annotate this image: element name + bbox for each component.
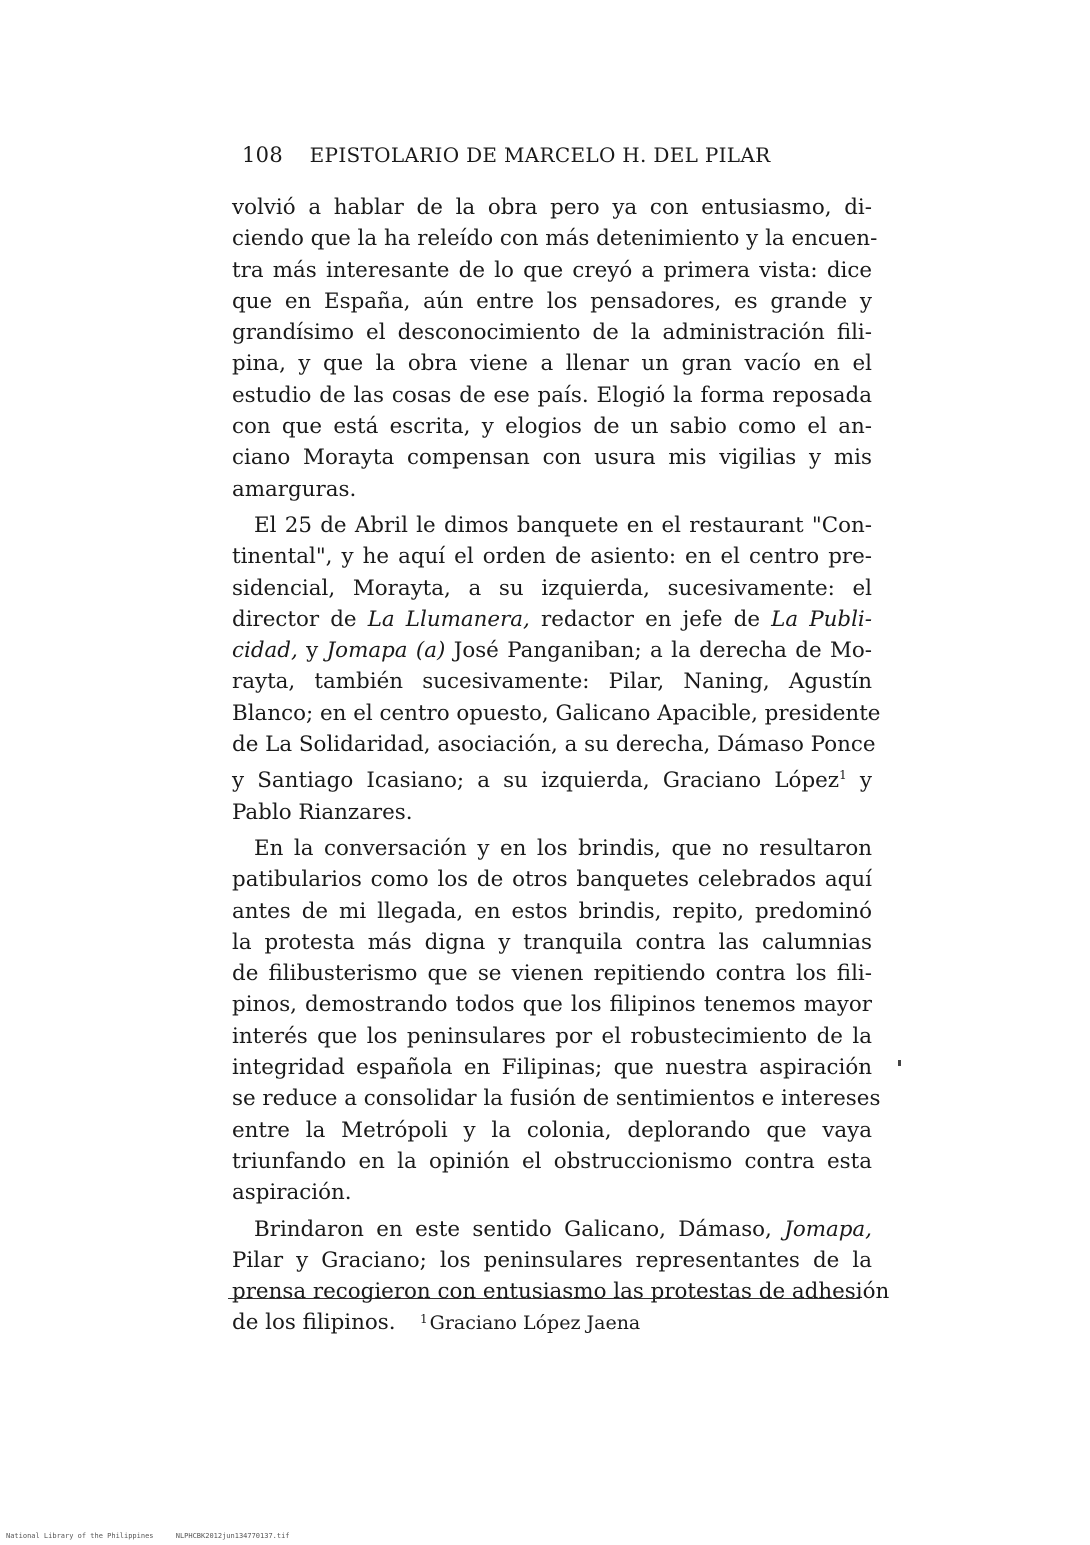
text-line: aspiración.	[232, 1180, 352, 1206]
footnote	[420, 1312, 640, 1334]
text-line: interés que los peninsulares por el robustecimiento de la	[232, 1023, 872, 1049]
footnote-reference: 1	[839, 768, 847, 783]
text-run: y	[846, 768, 872, 794]
text-line: volvió a hablar de la obra pero ya con entusiasmo, di-	[232, 195, 872, 220]
text-line: antes de mi llegada, en estos brindis, repito, predominó	[232, 898, 872, 924]
text-run: director de	[232, 606, 368, 632]
running-title: EPISTOLARIO DE MARCELO H. DEL PILAR	[309, 143, 771, 167]
margin-mark	[898, 1060, 901, 1066]
italic-title: La Llumanera,	[367, 606, 530, 632]
text-line: ciano Morayta compensan con usura mis vigilias y mis	[232, 445, 872, 471]
text-run: y Santiago Icasiano; a su izquierda, Graciano López	[232, 768, 840, 794]
text-line: con que está escrita, y elogios de un sabio como el an-	[232, 414, 872, 440]
text-line: pinos, demostrando todos que los filipinos tenemos mayor	[232, 992, 872, 1018]
text-line: triunfando en la opinión el obstruccionismo contra esta	[232, 1148, 872, 1174]
text-line	[232, 1214, 872, 1245]
text-line: Pilar y Graciano; los peninsulares representantes de la	[232, 1247, 872, 1273]
text-line	[232, 604, 872, 635]
paragraph-2	[232, 510, 881, 828]
italic-title: cidad,	[232, 638, 298, 664]
text-line: que en España, aún entre los pensadores, es grande y	[232, 288, 872, 314]
running-header	[242, 143, 802, 167]
text-line: la protesta más digna y tranquila contra las calumnias	[232, 929, 872, 955]
text-line: grandísimo el desconocimiento de la administración fili-	[232, 320, 872, 346]
text-line: patibularios como los de otros banquetes celebrados aquí	[232, 867, 872, 893]
italic-name: Jomapa (a)	[326, 638, 446, 664]
footnote-divider	[228, 1298, 860, 1299]
paragraph-3	[232, 833, 881, 1209]
scan-file-id: NLPHCBK2012jun134770137.tif	[175, 1532, 290, 1540]
text-run: y	[297, 638, 327, 664]
text-line: de filibusterismo que se vienen repitiendo contra los fili-	[232, 961, 872, 987]
text-line	[232, 635, 872, 666]
text-line: sidencial, Morayta, a su izquierda, sucesivamente: el	[232, 575, 872, 601]
text-line: rayta, también sucesivamente: Pilar, Naning, Agustín	[232, 669, 872, 695]
text-line: prensa recogieron con entusiasmo las protestas de adhesión	[232, 1279, 890, 1305]
text-line: tinental", y he aquí el orden de asiento: en el centro pre-	[232, 544, 872, 570]
text-line: En la conversación y en los brindis, que no resultaron	[254, 835, 872, 861]
text-line: amarguras.	[232, 476, 357, 502]
page-number: 108	[242, 143, 283, 167]
italic-title: La Publi-	[771, 606, 872, 632]
text-line: entre la Metrópoli y la colonia, deplorando que vaya	[232, 1117, 872, 1143]
text-run: redactor en jefe de	[529, 606, 772, 632]
text-line: integridad española en Filipinas; que nuestra aspiración	[232, 1055, 872, 1081]
text-line: de los filipinos.	[232, 1310, 396, 1336]
text-line: pina, y que la obra viene a llenar un gran vacío en el	[232, 351, 872, 377]
text-line: ciendo que la ha releído con más detenimiento y la encuen-	[232, 226, 878, 252]
text-line: de La Solidaridad, asociación, a su derecha, Dámaso Ponce	[232, 732, 876, 758]
text-line: se reduce a consolidar la fusión de sentimientos e intereses	[232, 1086, 881, 1112]
text-line: estudio de las cosas de ese país. Elogió la forma reposada	[232, 382, 872, 408]
text-run: Brindaron en este sentido Galicano, Dámaso,	[254, 1216, 785, 1242]
text-line: Blanco; en el centro opuesto, Galicano Apacible, presidente	[232, 700, 881, 726]
text-line: El 25 de Abril le dimos banquete en el restaurant "Con-	[254, 512, 872, 538]
text-line: tra más interesante de lo que creyó a primera vista: dice	[232, 257, 872, 283]
body-text	[232, 192, 890, 1344]
library-credit: National Library of the Philippines	[6, 1532, 154, 1540]
italic-name: Jomapa,	[784, 1216, 872, 1242]
text-line: Pablo Rianzares.	[232, 799, 413, 825]
text-run: José Panganiban; a la derecha de Mo-	[445, 638, 873, 664]
footnote-marker: 1	[420, 1312, 428, 1326]
text-line	[232, 760, 872, 796]
paragraph-1	[232, 192, 878, 505]
scan-footer	[6, 1532, 308, 1540]
footnote-text: Graciano López Jaena	[429, 1312, 641, 1334]
